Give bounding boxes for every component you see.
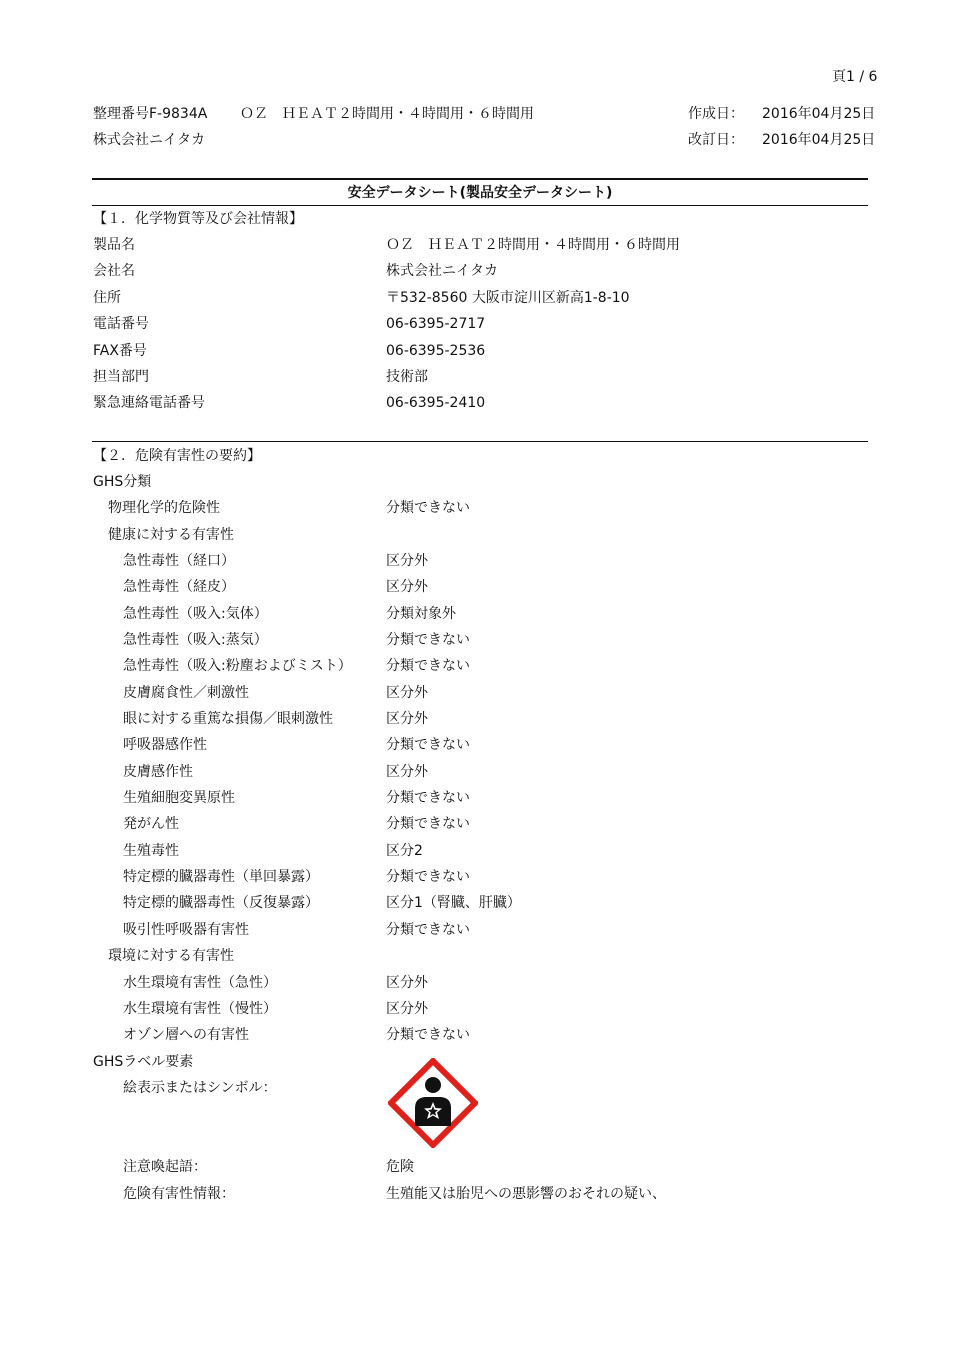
doc-number: 整理番号F-9834A [93,106,208,122]
hazard-value: 分類できない [386,500,470,516]
hazard-label: 吸引性呼吸器有害性 [123,922,249,938]
info-label: 製品名 [93,237,135,253]
info-label: FAX番号 [93,343,147,359]
hazard-row [0,1026,960,1046]
info-value: 株式会社ニイタカ [386,263,498,279]
hazard-label: 生殖細胞変異原性 [123,790,235,806]
info-row-emergency [0,394,960,414]
environment-heading-row [0,947,960,967]
hazard-row [0,974,960,994]
hazard-value: 区分外 [386,579,428,595]
title-top-rule [92,178,868,180]
hazard-value: 区分外 [386,685,428,701]
hazard-value: 区分1（腎臓、肝臓） [386,895,521,911]
info-value: 06-6395-2410 [386,395,486,411]
hazard-value: 分類対象外 [386,606,456,622]
hazard-value: 区分外 [386,553,428,569]
info-label: 電話番号 [93,316,149,332]
health-hazard-icon [388,1058,478,1148]
hazard-label: 急性毒性（吸入:粉塵およびミスト） [123,658,352,674]
hazard-label: 生殖毒性 [123,843,179,859]
info-row-fax [0,342,960,362]
hazard-row [0,842,960,862]
hazard-label: 水生環境有害性（慢性） [123,1001,277,1017]
info-value: 06-6395-2536 [386,343,486,359]
hazard-row [0,657,960,677]
title-bottom-rule [92,205,868,206]
hazard-row [0,763,960,783]
info-value: ＯＺ ＨＥＡＴ２時間用・４時間用・６時間用 [386,237,680,253]
hazard-label: 眼に対する重篤な損傷／眼刺激性 [123,711,333,727]
hazard-label: 水生環境有害性（急性） [123,975,277,991]
info-row-department [0,368,960,388]
hazard-label: 呼吸器感作性 [123,737,207,753]
hazard-label: 急性毒性（経皮） [123,579,235,595]
section1-heading: 【１．化学物質等及び会社情報】 [93,211,303,227]
hazard-value: 分類できない [386,658,470,674]
signal-word-label: 注意喚起語： [123,1159,207,1175]
hazard-row [0,736,960,756]
hazard-value: 区分外 [386,711,428,727]
ghs-label-elements: GHSラベル要素 [93,1054,194,1070]
hazard-value: 分類できない [386,737,470,753]
hazard-label: 皮膚腐食性／刺激性 [123,685,249,701]
info-label: 担当部門 [93,369,149,385]
hazard-row [0,921,960,941]
info-label: 緊急連絡電話番号 [93,395,205,411]
created-label: 作成日： [688,106,744,122]
info-label: 会社名 [93,263,135,279]
header-product-title: ＯＺ ＨＥＡＴ２時間用・４時間用・６時間用 [240,106,534,122]
revised-label: 改訂日： [688,132,744,148]
info-row-phone [0,315,960,335]
hazard-label: 急性毒性（吸入:蒸気） [123,632,268,648]
hazard-value: 分類できない [386,922,470,938]
signal-word: 危険 [386,1159,414,1175]
hazard-row [0,1000,960,1020]
section2-heading: 【２．危険有害性の要約】 [93,448,261,464]
header-company: 株式会社ニイタカ [93,132,205,148]
hazard-value: 分類できない [386,632,470,648]
hazard-value: 分類できない [386,1027,470,1043]
info-row-product [0,236,960,256]
ghs-classification-label: GHS分類 [93,474,152,490]
hazard-value: 区分2 [386,843,423,859]
hazard-row [0,605,960,625]
section2-top-rule [92,441,868,442]
hazard-row [0,815,960,835]
hazard-value: 区分外 [386,764,428,780]
hazard-label: 物理化学的危険性 [108,500,220,516]
hazard-info-label: 危険有害性情報： [123,1186,235,1202]
health-heading: 健康に対する有害性 [108,527,234,543]
info-row-company [0,262,960,282]
info-value: 技術部 [386,369,428,385]
symbol-label: 絵表示またはシンボル： [123,1080,277,1096]
hazard-value: 分類できない [386,869,470,885]
hazard-row [0,684,960,704]
page-number: 頁1 / 6 [832,69,878,85]
document-title: 安全データシート(製品安全データシート) [347,185,613,201]
hazard-row [0,631,960,651]
info-value: 〒532-8560 大阪市淀川区新高1-8-10 [386,290,630,306]
hazard-value: 区分外 [386,975,428,991]
health-heading-row [0,526,960,546]
info-row-address [0,289,960,309]
hazard-label: 特定標的臓器毒性（反復暴露） [123,895,319,911]
hazard-info: 生殖能又は胎児への悪影響のおそれの疑い、 [386,1186,666,1202]
hazard-value: 分類できない [386,816,470,832]
hazard-label: 皮膚感作性 [123,764,193,780]
hazard-value: 区分外 [386,1001,428,1017]
hazard-label: 特定標的臓器毒性（単回暴露） [123,869,319,885]
hazard-row [0,552,960,572]
hazard-row [0,894,960,914]
physchem-row [0,499,960,519]
environment-heading: 環境に対する有害性 [108,948,234,964]
hazard-label: 急性毒性（吸入:気体） [123,606,268,622]
revised-date: 2016年04月25日 [762,132,876,148]
created-date: 2016年04月25日 [762,106,876,122]
hazard-row [0,578,960,598]
hazard-value: 分類できない [386,790,470,806]
hazard-row [0,868,960,888]
hazard-label: 急性毒性（経口） [123,553,235,569]
info-label: 住所 [93,290,121,306]
hazard-row [0,710,960,730]
hazard-label: 発がん性 [123,816,179,832]
hazard-label: オゾン層への有害性 [123,1027,249,1043]
info-value: 06-6395-2717 [386,316,486,332]
hazard-row [0,789,960,809]
